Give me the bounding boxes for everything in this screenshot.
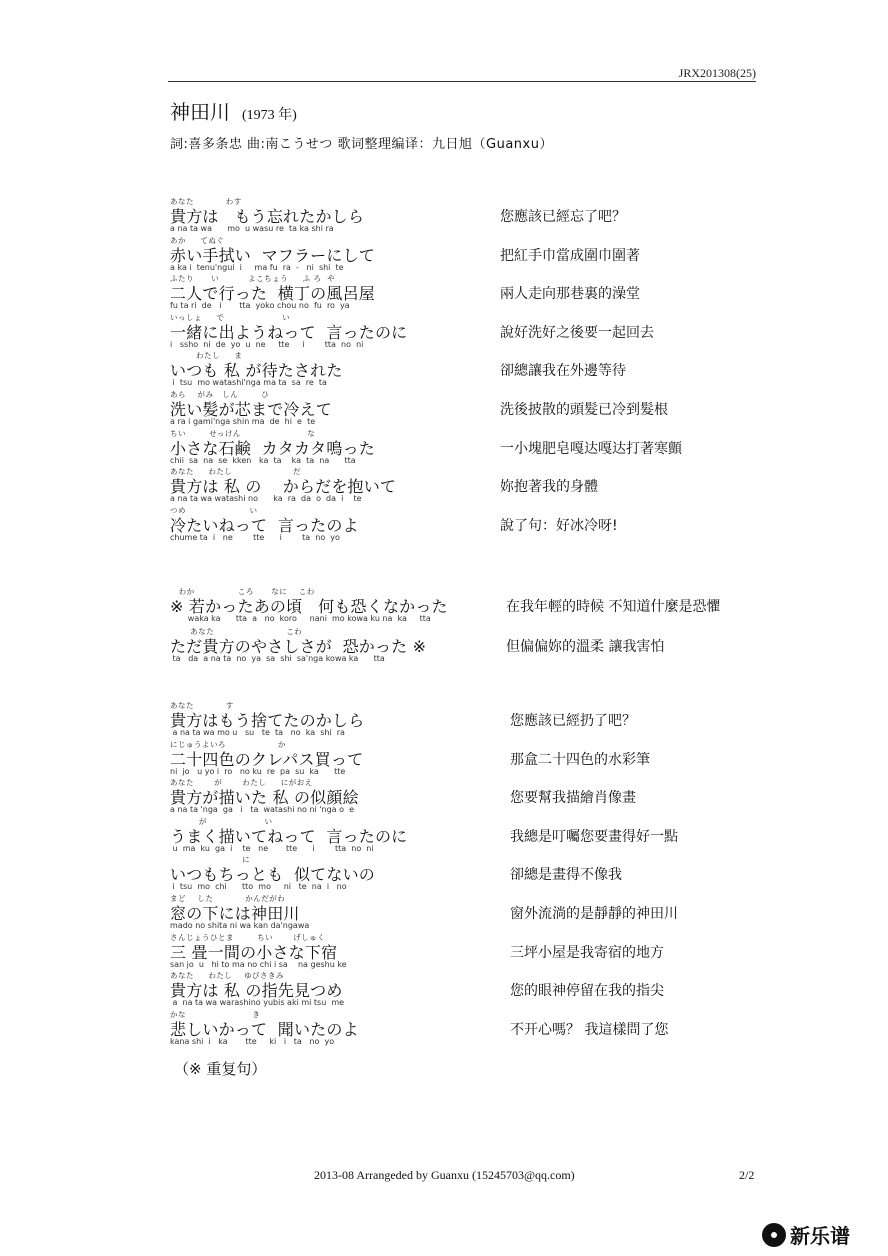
- chinese-translation: 不开心嗎？ 我這樣問了您: [510, 1022, 669, 1038]
- chinese-translation: 說好洗好之後要一起回去: [500, 325, 654, 341]
- japanese-lyric: 貴方が描いた 私 の似顔絵: [170, 788, 359, 807]
- furigana-text: あなた す: [170, 701, 234, 710]
- furigana-text: わたし ま: [170, 351, 243, 360]
- romaji-text: a na ta 'nga ga i ta watashi no ni 'nga o e: [170, 805, 354, 814]
- furigana-text: つめ い: [170, 506, 258, 515]
- footer-credit: 2013-08 Arrangeded by Guanxu (15245703@qq.com): [314, 1168, 575, 1182]
- furigana-text: あら がみ しん ひ: [170, 390, 270, 399]
- japanese-lyric: 三 畳一間の小さな下宿: [170, 943, 338, 962]
- chinese-translation: 卻總是畫得不像我: [510, 867, 622, 883]
- chinese-translation: 三坪小屋是我寄宿的地方: [510, 945, 664, 961]
- chinese-translation: 在我年輕的時候 不知道什麼是恐懼: [506, 599, 721, 615]
- chinese-translation: 您要幫我描繪肖像畫: [510, 790, 636, 806]
- repeat-note: （※ 重复句）: [174, 1060, 267, 1078]
- japanese-lyric: 二十四色のクレパス買って: [170, 750, 364, 769]
- romaji-text: mado no shita ni wa kan da'ngawa: [170, 921, 310, 930]
- chinese-translation: 您應該已經扔了吧？: [510, 713, 636, 729]
- furigana-text: まど した かんだがわ: [170, 894, 286, 903]
- furigana-text: ちい せっけん な: [170, 429, 316, 438]
- japanese-lyric: 小さな石鹸 カタカタ鳴った: [170, 439, 375, 458]
- romaji-text: a ra i gami'nga shin ma de hi e te: [170, 417, 316, 426]
- chinese-translation: 妳抱著我的身體: [500, 479, 598, 495]
- romaji-text: u ma ku ga i te ne tte i tta no ni: [170, 844, 374, 853]
- romaji-text: i tsu mo chi tto mo ni te na i no: [170, 882, 347, 891]
- japanese-lyric: 一緒に出ようねって 言ったのに: [170, 323, 408, 342]
- japanese-lyric: ※ 若かったあの頃 何も恐くなかった: [170, 597, 448, 616]
- chinese-translation: 您的眼神停留在我的指尖: [510, 983, 664, 999]
- japanese-lyric: 冷たいねって 言ったのよ: [170, 516, 359, 535]
- document-id: JRX201308(25): [678, 66, 756, 80]
- chinese-translation: 那盒二十四色的水彩筆: [510, 752, 650, 768]
- japanese-lyric: いつもちっとも 似てないの: [170, 865, 375, 884]
- furigana-text: あなた が わたし にがおえ: [170, 778, 313, 787]
- japanese-lyric: いつも 私 が待たされた: [170, 361, 343, 380]
- romaji-text: a na ta wa mo u wasu re ta ka shi ra: [170, 224, 334, 233]
- japanese-lyric: 貴方は 私 の指先見つめ: [170, 981, 343, 1000]
- japanese-lyric: 赤い手拭い マフラーにして: [170, 246, 375, 265]
- song-title-text: 神田川: [170, 100, 230, 124]
- japanese-lyric: うまく描いてねって 言ったのに: [170, 827, 408, 846]
- record-disc-icon: [762, 1223, 786, 1247]
- chinese-translation: 把紅手巾當成圍巾圍著: [500, 248, 640, 264]
- chinese-translation: 兩人走向那巷裏的澡堂: [500, 286, 640, 302]
- chinese-translation: 窗外流淌的是靜靜的神田川: [510, 906, 678, 922]
- furigana-text: いっしょ で い: [170, 313, 291, 322]
- site-logo-text: 新乐谱: [790, 1224, 850, 1248]
- japanese-lyric: 貴方は 私 の からだを抱いて: [170, 477, 397, 496]
- furigana-text: あなた こわ: [170, 627, 303, 636]
- page-number: 2/2: [739, 1168, 755, 1182]
- chinese-translation: 一小塊肥皂嘎达嘎达打著寒顫: [500, 441, 682, 457]
- song-year: (1973 年): [242, 108, 297, 123]
- japanese-lyric: 貴方は もう忘れたかしら: [170, 207, 365, 226]
- romaji-text: chume ta i ne tte i ta no yo: [170, 533, 340, 542]
- romaji-text: san jo u hi to ma no chi i sa na geshu ke: [170, 960, 347, 969]
- header-rule: [168, 81, 756, 82]
- furigana-text: さんじょうひとま ちい げしゅく: [170, 933, 326, 942]
- furigana-text: に: [170, 855, 251, 864]
- romaji-text: ta da a na ta no ya sa shi sa'nga kowa ka tta: [170, 654, 385, 663]
- furigana-text: あなた わたし ゆびさきみ: [170, 971, 284, 980]
- romaji-text: a na ta wa mo u su te ta no ka shi ra: [170, 728, 345, 737]
- romaji-text: a na ta wa warashino yubis aki mi tsu me: [170, 998, 345, 1007]
- chinese-translation: 洗後披散的頭髮已冷到髮根: [500, 402, 668, 418]
- chinese-translation: 您應該已經忘了吧？: [500, 209, 626, 225]
- romaji-text: i ssho ni de yo u ne tte i tta no ni: [170, 340, 364, 349]
- song-credits: 詞:喜多条忠 曲:南こうせつ 歌词整理编译：九日旭（Guanxu）: [170, 137, 553, 152]
- chinese-translation: 我總是叮囑您要畫得好一點: [510, 829, 678, 845]
- japanese-lyric: 悲しいかって 聞いたのよ: [170, 1020, 359, 1039]
- romaji-text: chii sa na se kken ka ta ka ta na tta: [170, 456, 356, 465]
- song-title: [170, 96, 297, 125]
- furigana-text: あなた わたし だ: [170, 467, 301, 476]
- romaji-text: kana shi i ka tte ki i ta no yo: [170, 1037, 335, 1046]
- furigana-text: あか てぬぐ: [170, 236, 225, 245]
- japanese-lyric: ただ貴方のやさしさが 恐かった ※: [170, 637, 427, 656]
- furigana-text: あなた わす: [170, 197, 242, 206]
- chinese-translation: 但偏偏妳的溫柔 讓我害怕: [506, 639, 665, 655]
- japanese-lyric: 二人で行った 横丁の風呂屋: [170, 284, 375, 303]
- japanese-lyric: 貴方はもう捨てたのかしら: [170, 711, 365, 730]
- romaji-text: a ka i tenu'ngui i ma fu ra - ni shi te: [170, 263, 344, 272]
- furigana-text: かな き: [170, 1010, 261, 1019]
- romaji-text: waka ka tta a no koro nani mo kowa ku na ka tta: [170, 614, 431, 623]
- furigana-text: にじゅうよいろ か: [170, 740, 286, 749]
- japanese-lyric: 洗い髪が芯まで冷えて: [170, 400, 333, 419]
- romaji-text: a na ta wa watashi no ka ra da o da i te: [170, 494, 362, 503]
- japanese-lyric: 窓の下には神田川: [170, 904, 300, 923]
- romaji-text: fu ta ri de i tta yoko chou no fu ro ya: [170, 301, 350, 310]
- furigana-text: が い: [170, 817, 273, 826]
- furigana-text: ふたり い よこちょう ふ ろ や: [170, 274, 336, 283]
- chinese-translation: 卻總讓我在外邊等待: [500, 363, 626, 379]
- romaji-text: ni jo u yo i ro no ku re pa su ka tte: [170, 767, 346, 776]
- site-logo[interactable]: [762, 1220, 850, 1249]
- romaji-text: i tsu mo watashi'nga ma ta sa re ta: [170, 378, 327, 387]
- furigana-text: わか ころ なに こわ: [170, 587, 315, 596]
- chinese-translation: 說了句：好冰冷呀!: [500, 518, 618, 534]
